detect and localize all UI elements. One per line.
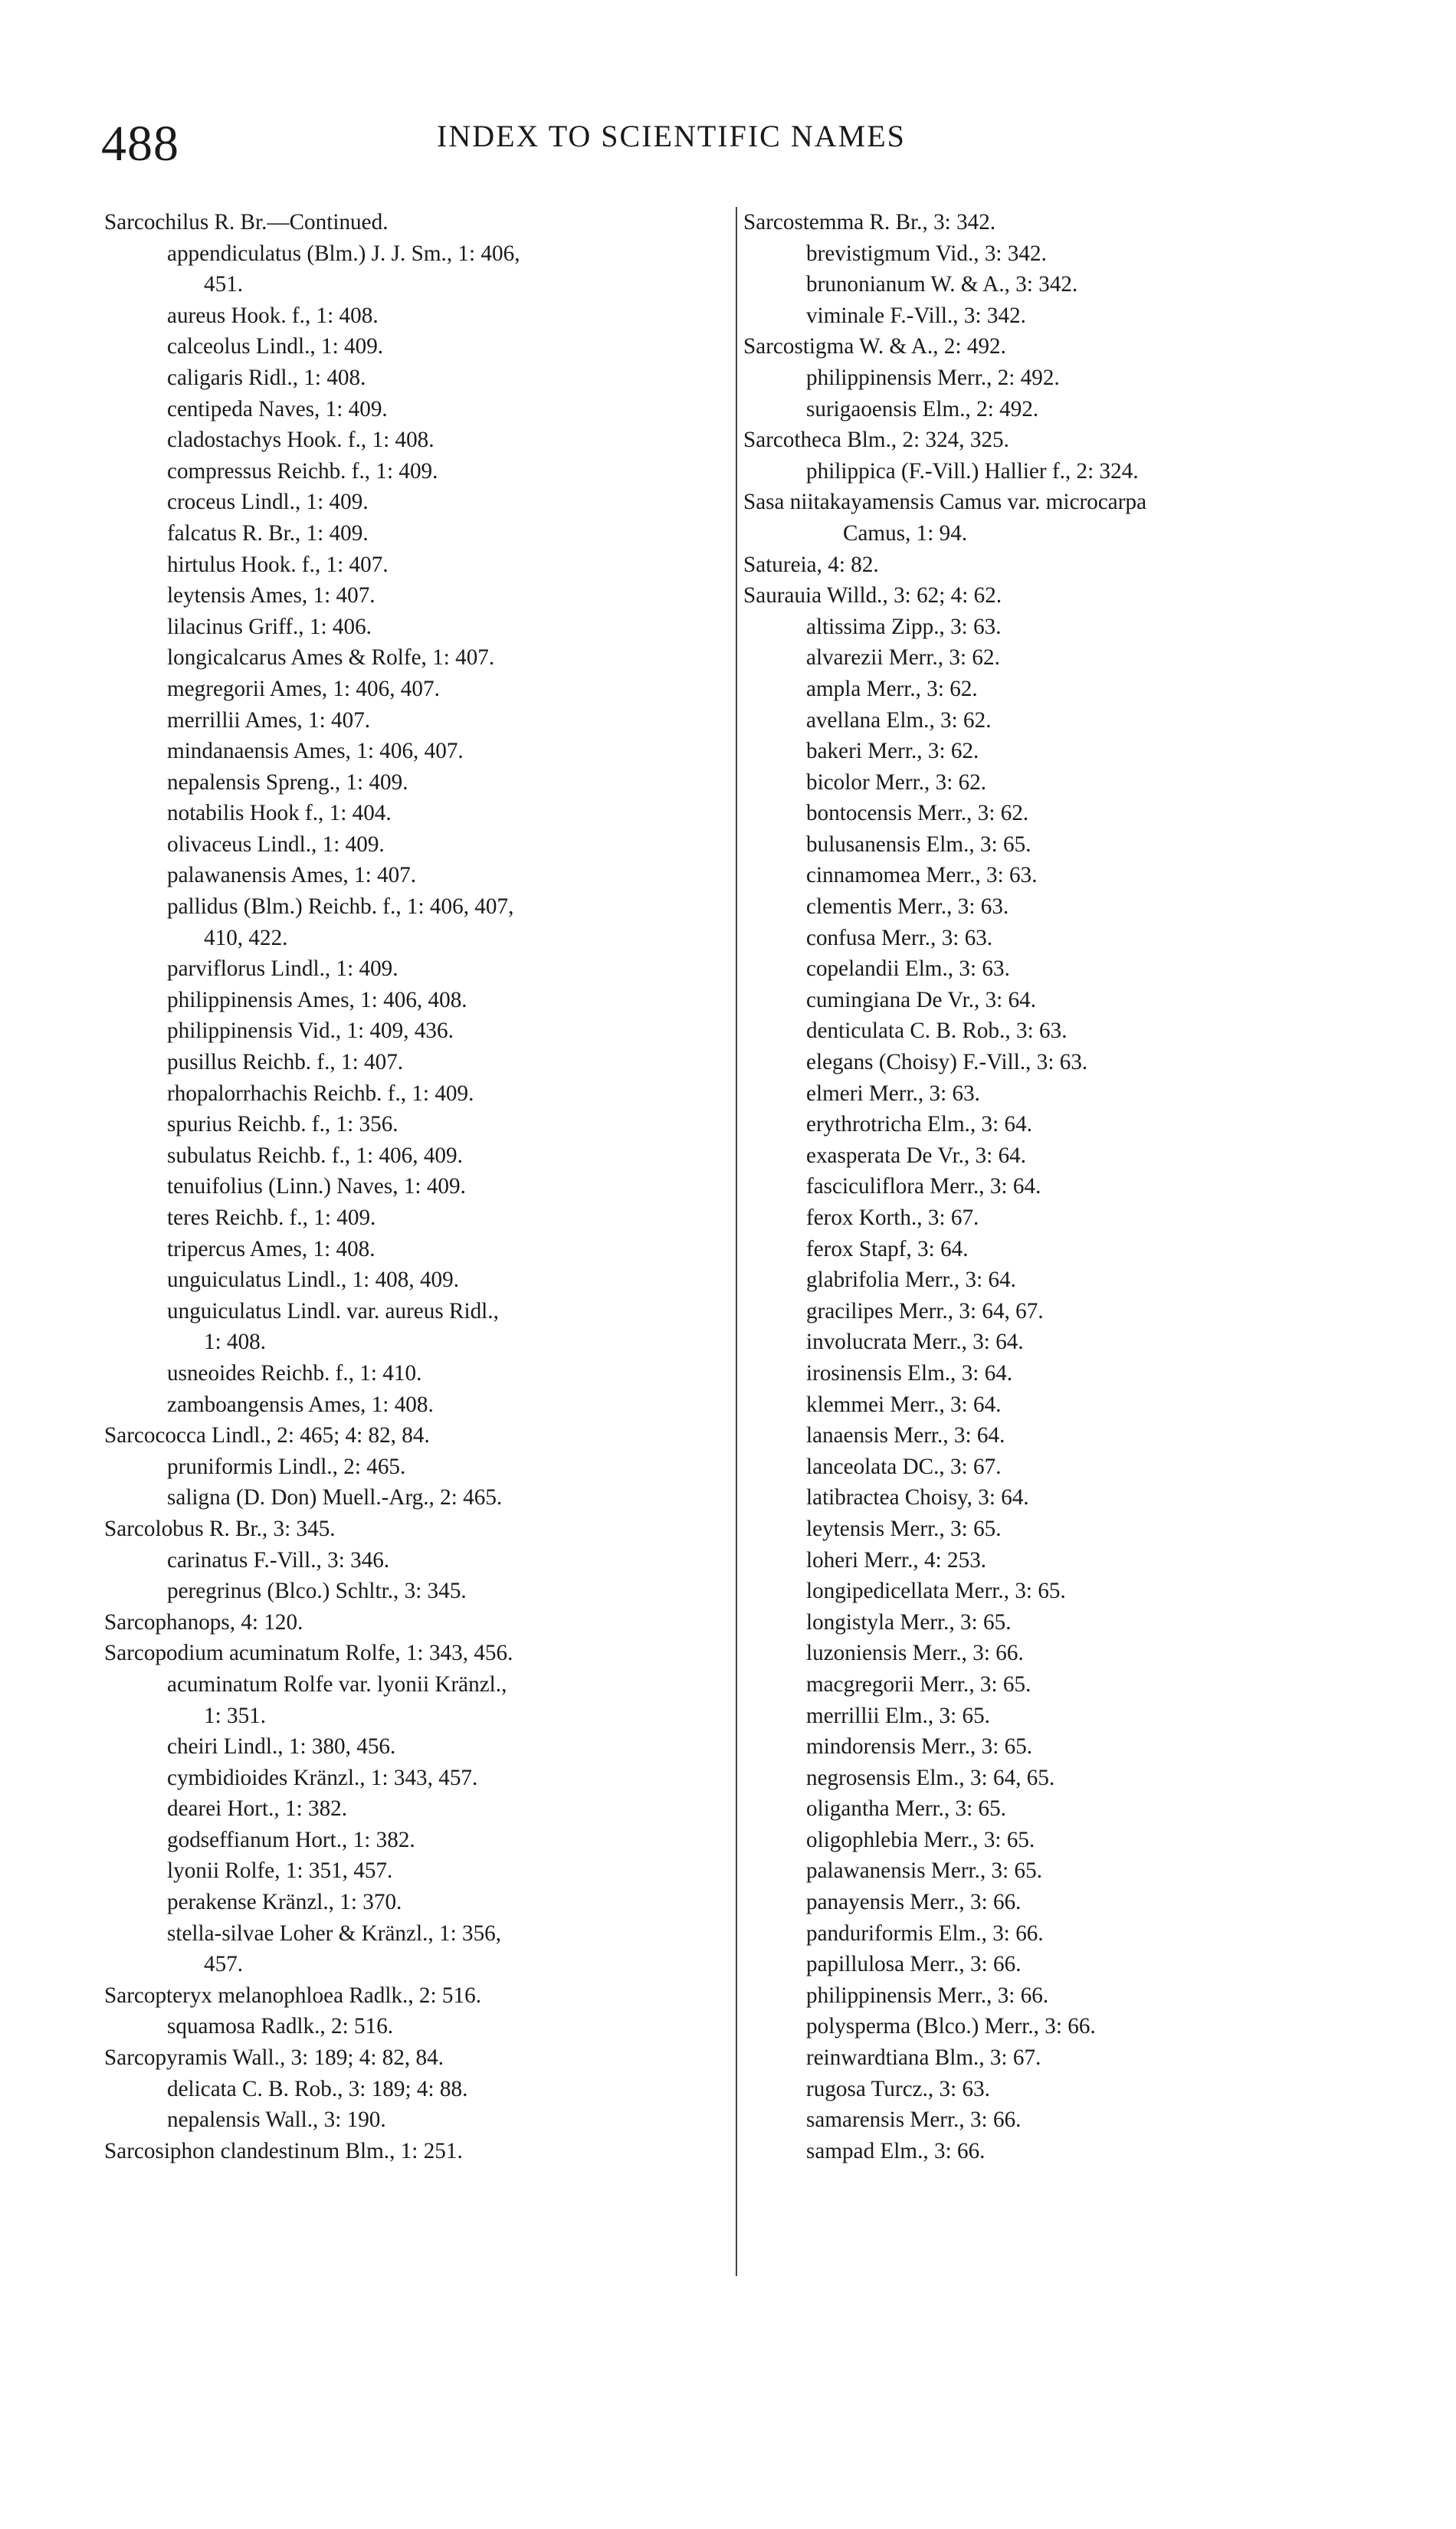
- running-head: INDEX TO SCIENTIFIC NAMES: [437, 119, 906, 153]
- index-species-entry: godseffianum Hort., 1: 382.: [167, 1827, 415, 1852]
- left-column: [104, 207, 717, 2167]
- index-species-entry: panayensis Merr., 3: 66.: [806, 1890, 1021, 1915]
- index-species-entry: peregrinus (Blco.) Schltr., 3: 345.: [167, 1579, 467, 1604]
- index-species-entry: loheri Merr., 4: 253.: [806, 1547, 987, 1573]
- index-species-entry: unguiculatus Lindl. var. aureus Ridl.,: [167, 1298, 499, 1324]
- index-species-entry: compressus Reichb. f., 1: 409.: [167, 458, 438, 484]
- index-species-entry: tripercus Ames, 1: 408.: [167, 1236, 375, 1261]
- index-species-entry: longicalcarus Ames & Rolfe, 1: 407.: [167, 645, 495, 671]
- index-species-entry: sampad Elm., 3: 66.: [806, 2138, 985, 2163]
- index-species-entry: cheiri Lindl., 1: 380, 456.: [167, 1734, 396, 1760]
- index-genus-entry: Sarcococca Lindl., 2: 465; 4: 82, 84.: [104, 1423, 430, 1448]
- index-species-entry: usneoides Reichb. f., 1: 410.: [167, 1360, 422, 1386]
- index-species-entry: bulusanensis Elm., 3: 65.: [806, 832, 1031, 857]
- index-species-entry: palawanensis Merr., 3: 65.: [806, 1858, 1043, 1884]
- index-species-entry: caligaris Ridl., 1: 408.: [167, 365, 366, 390]
- index-species-entry: alvarezii Merr., 3: 62.: [806, 645, 1000, 671]
- index-species-entry: denticulata C. B. Rob., 3: 63.: [806, 1018, 1067, 1044]
- index-species-entry: gracilipes Merr., 3: 64, 67.: [806, 1298, 1044, 1324]
- index-species-entry: mindanaensis Ames, 1: 406, 407.: [167, 739, 464, 764]
- index-species-entry: palawanensis Ames, 1: 407.: [167, 863, 417, 888]
- index-species-entry: lanceolata DC., 3: 67.: [806, 1454, 1002, 1479]
- index-genus-entry: Sarcopteryx melanophloea Radlk., 2: 516.: [104, 1983, 482, 2008]
- index-species-entry: samarensis Merr., 3: 66.: [806, 2108, 1021, 2133]
- index-species-entry: croceus Lindl., 1: 409.: [167, 490, 369, 515]
- index-species-entry: pallidus (Blm.) Reichb. f., 1: 406, 407,: [167, 894, 514, 920]
- index-species-entry: perakense Kränzl., 1: 370.: [167, 1890, 402, 1915]
- index-species-entry: saligna (D. Don) Muell.-Arg., 2: 465.: [167, 1485, 503, 1511]
- index-species-entry: oligantha Merr., 3: 65.: [806, 1796, 1007, 1822]
- index-entry-continuation: 1: 351.: [204, 1703, 267, 1728]
- index-genus-entry: Saurauia Willd., 3: 62; 4: 62.: [743, 583, 1002, 608]
- index-species-entry: cymbidioides Kränzl., 1: 343, 457.: [167, 1765, 478, 1790]
- index-species-entry: delicata C. B. Rob., 3: 189; 4: 88.: [167, 2076, 468, 2101]
- index-species-entry: unguiculatus Lindl., 1: 408, 409.: [167, 1268, 460, 1293]
- index-species-entry: lyonii Rolfe, 1: 351, 457.: [167, 1858, 393, 1884]
- index-species-entry: polysperma (Blco.) Merr., 3: 66.: [806, 2014, 1096, 2039]
- index-genus-entry: Sarcophanops, 4: 120.: [104, 1609, 303, 1635]
- index-species-entry: confusa Merr., 3: 63.: [806, 925, 993, 950]
- index-species-entry: merrillii Ames, 1: 407.: [167, 707, 371, 733]
- index-species-entry: philippinensis Ames, 1: 406, 408.: [167, 987, 467, 1012]
- index-species-entry: papillulosa Merr., 3: 66.: [806, 1952, 1021, 1977]
- index-genus-entry: Sarcolobus R. Br., 3: 345.: [104, 1516, 336, 1541]
- index-genus-entry: Sasa niitakayamensis Camus var. microcarpa: [743, 490, 1147, 515]
- index-species-entry: aureus Hook. f., 1: 408.: [167, 303, 379, 328]
- index-species-entry: elmeri Merr., 3: 63.: [806, 1081, 980, 1106]
- index-species-entry: parviflorus Lindl., 1: 409.: [167, 956, 398, 982]
- index-entry-continuation: Camus, 1: 94.: [843, 520, 968, 546]
- index-entry-continuation: 410, 422.: [204, 925, 288, 950]
- index-species-entry: glabrifolia Merr., 3: 64.: [806, 1268, 1016, 1293]
- index-species-entry: acuminatum Rolfe var. lyonii Kränzl.,: [167, 1671, 507, 1697]
- index-species-entry: luzoniensis Merr., 3: 66.: [806, 1641, 1024, 1666]
- index-species-entry: lilacinus Griff., 1: 406.: [167, 614, 372, 639]
- index-species-entry: nepalensis Spreng., 1: 409.: [167, 769, 408, 795]
- index-species-entry: olivaceus Lindl., 1: 409.: [167, 832, 385, 857]
- index-species-entry: ferox Stapf, 3: 64.: [806, 1236, 969, 1261]
- index-species-entry: notabilis Hook f., 1: 404.: [167, 801, 392, 826]
- index-species-entry: reinwardtiana Blm., 3: 67.: [806, 2045, 1041, 2071]
- index-species-entry: exasperata De Vr., 3: 64.: [806, 1143, 1027, 1168]
- index-species-entry: brunonianum W. & A., 3: 342.: [806, 272, 1078, 297]
- index-species-entry: pruniformis Lindl., 2: 465.: [167, 1454, 406, 1479]
- index-species-entry: carinatus F.-Vill., 3: 346.: [167, 1547, 390, 1573]
- index-species-entry: longipedicellata Merr., 3: 65.: [806, 1579, 1066, 1604]
- index-species-entry: leytensis Ames, 1: 407.: [167, 583, 375, 608]
- index-species-entry: panduriformis Elm., 3: 66.: [806, 1921, 1044, 1946]
- index-species-entry: erythrotricha Elm., 3: 64.: [806, 1112, 1033, 1137]
- index-species-entry: clementis Merr., 3: 63.: [806, 894, 1009, 920]
- index-genus-entry: Sarcotheca Blm., 2: 324, 325.: [743, 428, 1009, 453]
- index-species-entry: elegans (Choisy) F.-Vill., 3: 63.: [806, 1050, 1088, 1075]
- index-species-entry: cumingiana De Vr., 3: 64.: [806, 987, 1037, 1012]
- index-species-entry: surigaoensis Elm., 2: 492.: [806, 396, 1039, 422]
- index-genus-entry: Satureia, 4: 82.: [743, 552, 879, 577]
- index-species-entry: rhopalorrhachis Reichb. f., 1: 409.: [167, 1081, 474, 1106]
- index-species-entry: ferox Korth., 3: 67.: [806, 1205, 979, 1230]
- index-species-entry: calceolus Lindl., 1: 409.: [167, 334, 384, 359]
- index-species-entry: altissima Zipp., 3: 63.: [806, 614, 1002, 639]
- index-entry-continuation: 457.: [204, 1952, 244, 1977]
- index-species-entry: spurius Reichb. f., 1: 356.: [167, 1112, 398, 1137]
- index-species-entry: klemmei Merr., 3: 64.: [806, 1392, 1002, 1417]
- index-species-entry: philippica (F.-Vill.) Hallier f., 2: 324.: [806, 458, 1139, 484]
- page-number: 488: [101, 116, 179, 172]
- index-genus-entry: Sarcosiphon clandestinum Blm., 1: 251.: [104, 2138, 463, 2163]
- index-species-entry: brevistigmum Vid., 3: 342.: [806, 241, 1047, 266]
- index-species-entry: oligophlebia Merr., 3: 65.: [806, 1827, 1035, 1852]
- index-species-entry: copelandii Elm., 3: 63.: [806, 956, 1010, 982]
- index-species-entry: philippinensis Vid., 1: 409, 436.: [167, 1018, 454, 1044]
- index-species-entry: negrosensis Elm., 3: 64, 65.: [806, 1765, 1055, 1790]
- index-species-entry: rugosa Turcz., 3: 63.: [806, 2076, 990, 2101]
- index-species-entry: merrillii Elm., 3: 65.: [806, 1703, 990, 1728]
- index-genus-entry: Sarcopyramis Wall., 3: 189; 4: 82, 84.: [104, 2045, 444, 2071]
- index-species-entry: pusillus Reichb. f., 1: 407.: [167, 1050, 404, 1075]
- index-species-entry: bakeri Merr., 3: 62.: [806, 739, 979, 764]
- index-genus-entry: Sarcostemma R. Br., 3: 342.: [743, 210, 996, 235]
- index-species-entry: centipeda Naves, 1: 409.: [167, 396, 388, 422]
- index-species-entry: teres Reichb. f., 1: 409.: [167, 1205, 376, 1230]
- index-species-entry: philippinensis Merr., 2: 492.: [806, 365, 1060, 390]
- index-species-entry: nepalensis Wall., 3: 190.: [167, 2108, 386, 2133]
- right-column: [736, 207, 1349, 2276]
- index-species-entry: subulatus Reichb. f., 1: 406, 409.: [167, 1143, 463, 1168]
- index-species-entry: appendiculatus (Blm.) J. J. Sm., 1: 406,: [167, 241, 520, 266]
- index-species-entry: tenuifolius (Linn.) Naves, 1: 409.: [167, 1174, 466, 1199]
- index-species-entry: involucrata Merr., 3: 64.: [806, 1330, 1024, 1355]
- index-species-entry: squamosa Radlk., 2: 516.: [167, 2014, 394, 2039]
- index-species-entry: philippinensis Merr., 3: 66.: [806, 1983, 1049, 2008]
- index-genus-entry: Sarcopodium acuminatum Rolfe, 1: 343, 456.: [104, 1641, 513, 1666]
- index-entry-continuation: 451.: [204, 272, 244, 297]
- index-species-entry: ampla Merr., 3: 62.: [806, 676, 978, 701]
- index-species-entry: bicolor Merr., 3: 62.: [806, 769, 987, 795]
- index-species-entry: irosinensis Elm., 3: 64.: [806, 1360, 1013, 1386]
- index-species-entry: viminale F.-Vill., 3: 342.: [806, 303, 1026, 328]
- index-species-entry: macgregorii Merr., 3: 65.: [806, 1671, 1031, 1697]
- index-species-entry: stella-silvae Loher & Kränzl., 1: 356,: [167, 1921, 502, 1946]
- index-species-entry: latibractea Choisy, 3: 64.: [806, 1485, 1029, 1511]
- index-species-entry: bontocensis Merr., 3: 62.: [806, 801, 1029, 826]
- index-species-entry: longistyla Merr., 3: 65.: [806, 1609, 1012, 1635]
- index-genus-entry: Sarcochilus R. Br.—Continued.: [104, 210, 389, 235]
- index-species-entry: lanaensis Merr., 3: 64.: [806, 1423, 1005, 1448]
- index-species-entry: cladostachys Hook. f., 1: 408.: [167, 428, 435, 453]
- index-species-entry: fasciculiflora Merr., 3: 64.: [806, 1174, 1041, 1199]
- index-species-entry: zamboangensis Ames, 1: 408.: [167, 1392, 434, 1417]
- index-species-entry: mindorensis Merr., 3: 65.: [806, 1734, 1033, 1760]
- index-entry-continuation: 1: 408.: [204, 1330, 267, 1355]
- index-genus-entry: Sarcostigma W. & A., 2: 492.: [743, 334, 1006, 359]
- index-species-entry: megregorii Ames, 1: 406, 407.: [167, 676, 440, 701]
- index-species-entry: cinnamomea Merr., 3: 63.: [806, 863, 1038, 888]
- index-species-entry: falcatus R. Br., 1: 409.: [167, 520, 369, 546]
- index-species-entry: dearei Hort., 1: 382.: [167, 1796, 348, 1822]
- index-species-entry: leytensis Merr., 3: 65.: [806, 1516, 1002, 1541]
- index-species-entry: avellana Elm., 3: 62.: [806, 707, 992, 733]
- index-species-entry: hirtulus Hook. f., 1: 407.: [167, 552, 389, 577]
